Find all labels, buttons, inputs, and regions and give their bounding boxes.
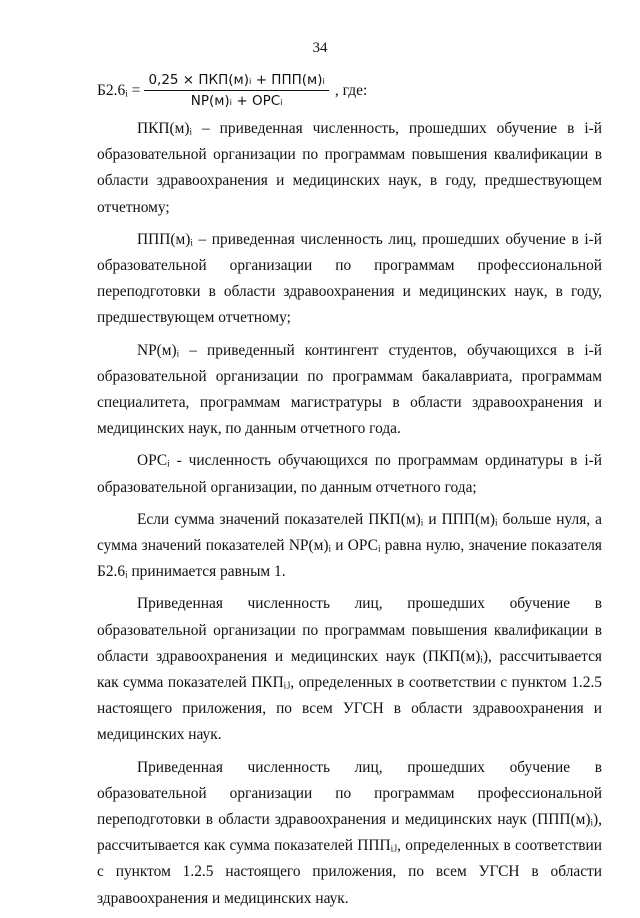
paragraph-pkp-calculation: Приведенная численность лиц, прошедших обучение в образовательной организации по программам повышения квалификации в области здравоохранения и медицинских наук (ПКП(м)ᵢ), рассчитывается как сумма показателей ПКПᵢⱼ, определенных в соответствии с пунктом 1.2.5 настоящего приложения, по всем УГСН в области здравоохранения и медицинских наук.: [97, 595, 602, 744]
paragraph-np-definition: NP(м)ᵢ – приведенный контингент студентов, обучающихся в i-й образовательной организации по программам бакалавриата, программам специалитета, программам магистратуры в области здравоохранения и медицинских наук, по данным отчетного года.: [97, 341, 602, 438]
paragraph-ors-definition: ОРСᵢ - численность обучающихся по программам ординатуры в i-й образовательной организации, по данным отчетного года;: [97, 452, 602, 496]
formula-numerator: 0,25 × ПКП(м)ᵢ + ППП(м)ᵢ: [144, 72, 328, 91]
formula-fraction: [144, 72, 328, 109]
paragraph-ppp-definition: ППП(м)ᵢ – приведенная численность лиц, прошедших обучение в i-й образовательной организации по программам профессиональной переподготовки в области здравоохранения и медицинских наук, в году, предшествующем отчетному;: [97, 230, 602, 327]
paragraph-special-case: Если сумма значений показателей ПКП(м)ᵢ и ППП(м)ᵢ больше нуля, а сумма значений показателей NP(м)ᵢ и ОРСᵢ равна нулю, значение показателя Б2.6ᵢ принимается равным 1.: [97, 510, 602, 581]
page-number: 34: [312, 40, 328, 56]
body-text: [97, 116, 602, 918]
formula-denominator: NP(м)ᵢ + ОРСᵢ: [190, 93, 283, 109]
formula: [97, 72, 367, 109]
paragraph-pkp-definition: ПКП(м)ᵢ – приведенная численность, прошедших обучение в i-й образовательной организации по программам повышения квалификации в области здравоохранения и медицинских наук, в году, предшествующем отчетному;: [97, 120, 602, 216]
formula-lhs: Б2.6ᵢ =: [97, 81, 141, 99]
paragraph-ppp-calculation: Приведенная численность лиц, прошедших обучение в образовательной организации по программам профессиональной переподготовки в области здравоохранения и медицинских наук (ППП(м)ᵢ), рассчитывается как сумма показателей ПППᵢⱼ, определенных в соответствии с пунктом 1.2.5 настоящего приложения, по всем УГСН в области здравоохранения и медицинских наук.: [97, 758, 602, 907]
formula-suffix: , где:: [334, 81, 368, 99]
